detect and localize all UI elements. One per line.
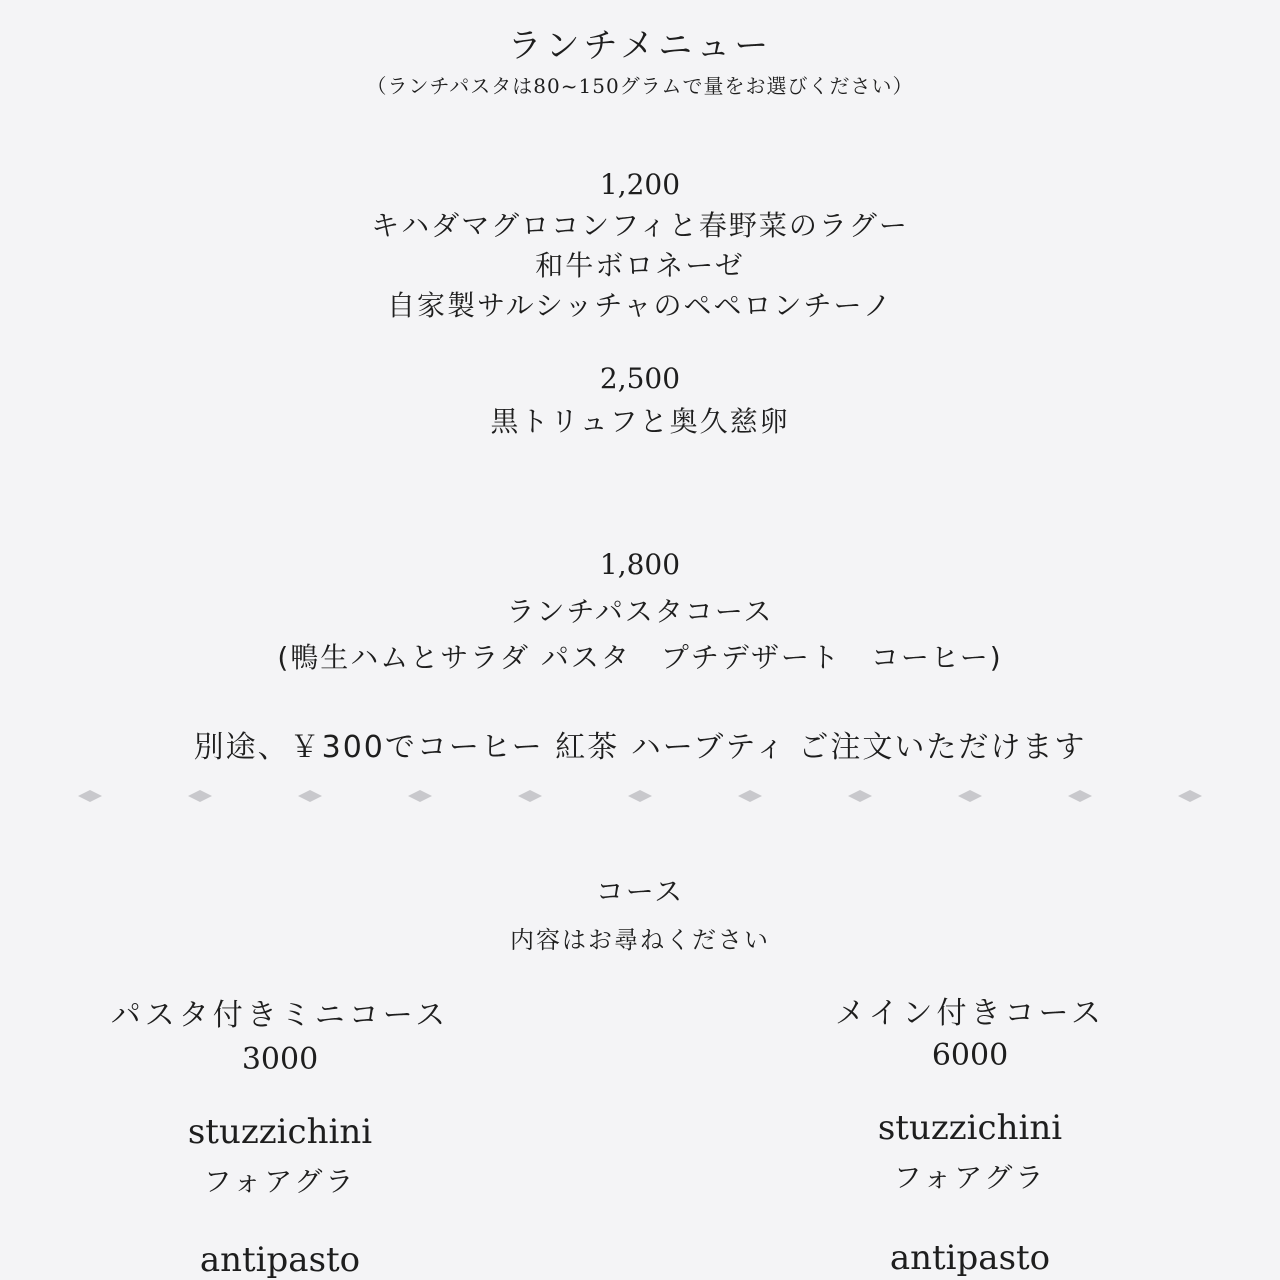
divider-diamond — [518, 790, 542, 802]
course-left-dish1-wrap — [50, 1112, 510, 1152]
course-right-dish2-en: antipasto — [889, 1238, 1051, 1278]
course-left-dish1jp-wrap — [50, 1160, 510, 1200]
menu-title: ランチメニュー — [507, 26, 773, 66]
divider-diamond — [78, 790, 102, 802]
course-left-dish1-jp: フォアグラ — [203, 1165, 357, 1198]
menu-item: キハダマグロコンフィと春野菜のラグー — [371, 209, 909, 242]
divider-diamond — [628, 790, 652, 802]
course-left-dish2-en: antipasto — [199, 1240, 361, 1280]
course-right-dish1-wrap — [740, 1108, 1200, 1148]
menu-item: 和牛ボロネーゼ — [535, 249, 745, 282]
price-1200: 1,200 — [599, 168, 681, 201]
divider-diamond — [738, 790, 762, 802]
price-2500: 2,500 — [599, 362, 681, 395]
course-left-price-wrap — [50, 1042, 510, 1077]
divider-diamond — [958, 790, 982, 802]
course-left-name: パスタ付きミニコース — [110, 998, 450, 1033]
drink-extra-note: 別途、￥300でコーヒー 紅茶 ハーブティ ご注文いただけます — [193, 730, 1087, 765]
course-right-price-wrap — [740, 1038, 1200, 1073]
course-right-dish2-wrap — [740, 1238, 1200, 1278]
divider-diamond — [298, 790, 322, 802]
course-left-dish2-wrap — [50, 1240, 510, 1280]
diamond-divider — [60, 786, 1220, 806]
course-detail: (鴨生ハムとサラダ パスタ プチデザート コーヒー) — [277, 641, 1003, 674]
course-right-dish1jp-wrap — [740, 1156, 1200, 1196]
divider-diamond — [848, 790, 872, 802]
price-1800: 1,800 — [599, 548, 681, 581]
course-right-price: 6000 — [931, 1038, 1009, 1073]
course-right-dish1-en: stuzzichini — [877, 1108, 1063, 1148]
menu-note: （ランチパスタは80~150グラムで量をお選びください） — [366, 74, 914, 98]
course-name: ランチパスタコース — [506, 595, 774, 628]
course-left-price: 3000 — [241, 1042, 319, 1077]
course-section-note: 内容はお尋ねください — [510, 926, 770, 954]
menu-item: 黒トリュフと奥久慈卵 — [490, 405, 790, 438]
course-section-title: コース — [595, 875, 685, 908]
divider-diamond — [408, 790, 432, 802]
course-left — [50, 990, 510, 1034]
course-left-dish1-en: stuzzichini — [187, 1112, 373, 1152]
divider-diamond — [1068, 790, 1092, 802]
menu-item: 自家製サルシッチャのペペロンチーノ — [387, 289, 893, 322]
course-right-name: メイン付きコース — [835, 996, 1105, 1031]
course-right-dish1-jp: フォアグラ — [893, 1161, 1047, 1194]
divider-diamond — [1178, 790, 1202, 802]
divider-diamond — [188, 790, 212, 802]
course-right — [740, 988, 1200, 1032]
